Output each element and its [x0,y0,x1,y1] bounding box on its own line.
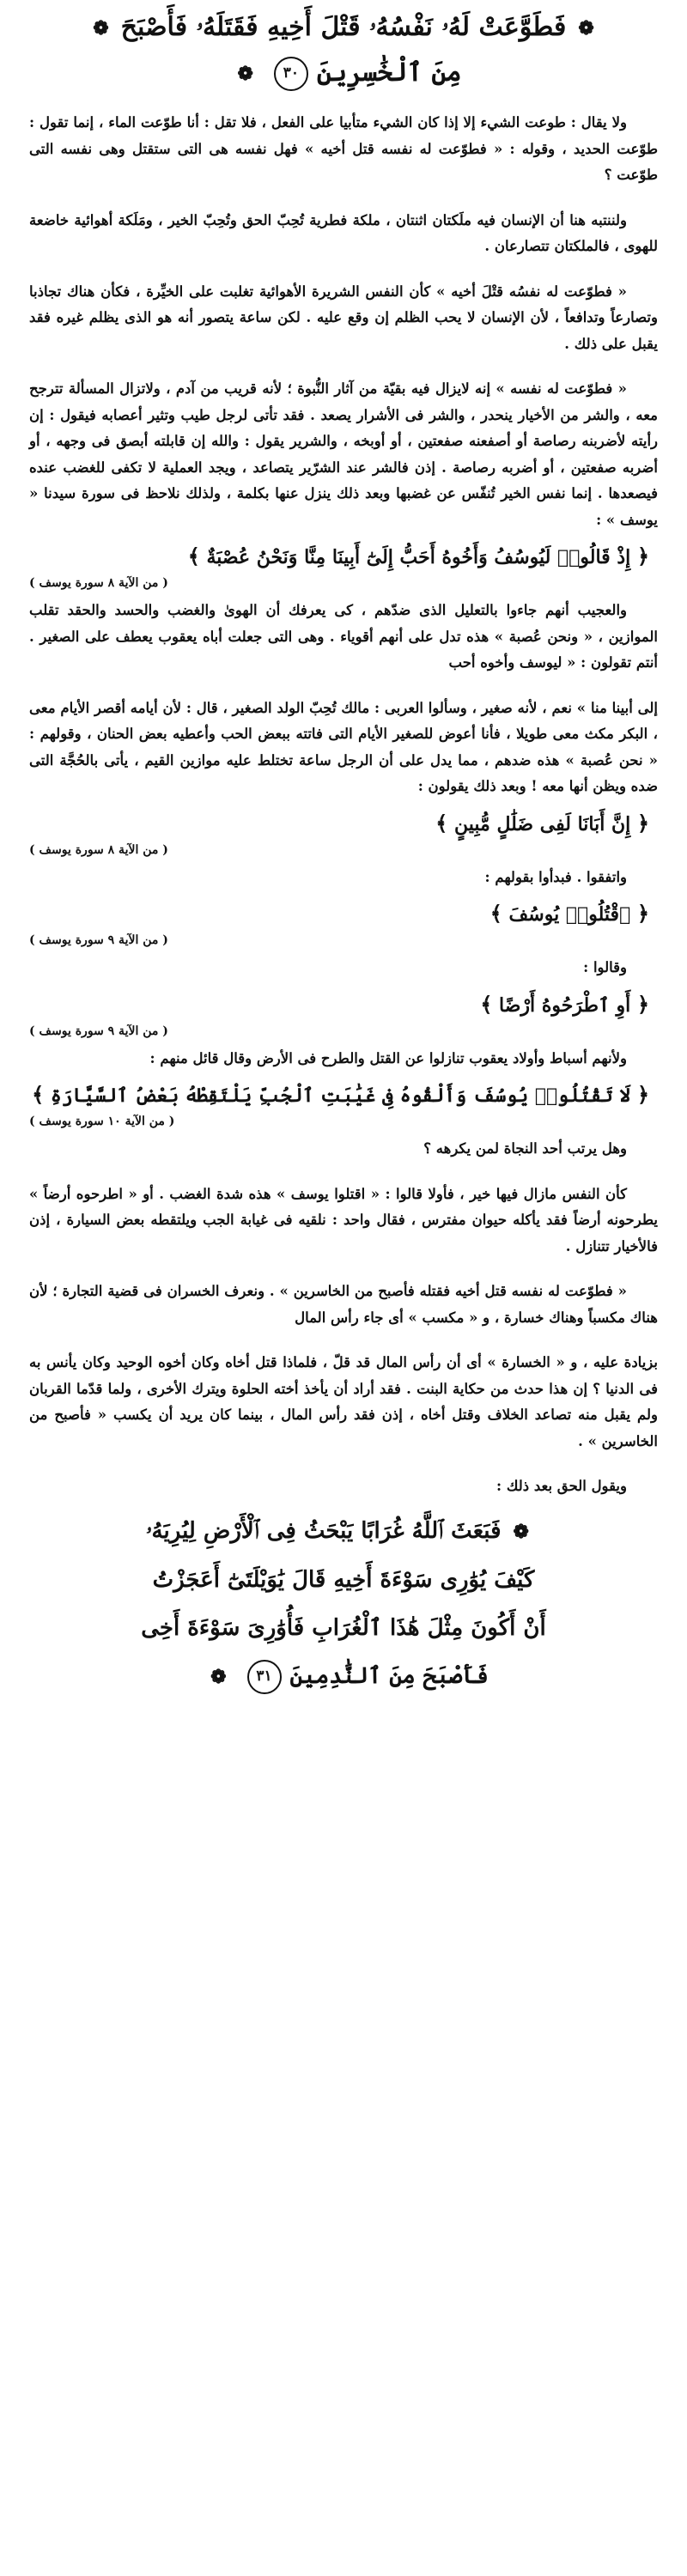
final-verse-line-4: فَأَصْبَحَ مِنَ ٱلنَّٰدِمِينَ [289,1662,489,1689]
bracket-icon: ﴿ [636,991,649,1017]
bracket-icon: ﴿ [636,1082,649,1107]
bracket-icon: ﴾ [489,901,502,926]
paragraph: واتفقوا . فبدأوا بقولهم : [484,868,627,885]
paragraph: بزيادة عليه ، و « الخسارة » أى أن رأس المال قد قلّ ، فلماذا قتل أخاه وكان أخوه الوحيد وكان يأنس به فى الدنيا ؟ إن هذا حدث من حكاية البنت . فقد أراد أن يأخذ أخته الحلوة ويترك الأخرى ، ولما قدّما القربان ولم يقبل منه تصاعد الخلاف وقتل أخاه ، إذن فقد رأس المال ، بينما كان يريد أن يكسب « فأصبح من الخاسرين » . [29,1354,658,1449]
paragraph: ويقول الحق بعد ذلك : [495,1478,627,1494]
paragraph: وهل يرتب أحد النجاة لمن يكرهه ؟ [423,1140,627,1157]
quote-reference: ( من الآية ٨ سورة يوسف ) [29,842,168,857]
paragraph: « فطوّعت له نفسه قتل أخيه فقتله فأصبح من الخاسرين » . ونعرف الخسران فى قضية التجارة ؛ لأن هناك مكسباً وهناك خسارة ، و « مكسب » أى جاء رأس المال [29,1283,658,1326]
quote-reference: ( من الآية ٩ سورة يوسف ) [29,1024,168,1038]
quote-text: إِذْ قَالُوا۟ لَيُوسُفُ وَأَخُوهُ أَحَبُّ إِلَىٰٓ أَبِينَا مِنَّا وَنَحْنُ عُصْبَةٌ [206,546,631,568]
bracket-icon: ﴾ [435,810,448,835]
final-verse-line-1: فَبَعَثَ ٱللَّهُ غُرَابًا يَبْحَثُ فِى ٱلْأَرْضِ لِيُرِيَهُۥ [146,1517,502,1544]
ornament-icon: ❁ [237,63,253,85]
quote-reference: ( من الآية ٩ سورة يوسف ) [29,933,168,947]
bracket-icon: ﴿ [636,810,649,835]
paragraph: ولا يقال : طوعت الشيء إلا إذا كان الشيء متأبيا على الفعل ، فلا تقل : أنا طوّعت الماء ، إنما تقول : طوّعت الحديد ، وقوله : « فطوّعت له نفسه قتل أخيه » فهل نفسه هى التى ستقتل وهى نفسه التى طوّعت ؟ [29,114,658,183]
quran-quote [29,899,658,929]
verse-line-2: مِنَ ٱلْخَٰسِرِينَ [316,58,462,88]
quote-reference: ( من الآية ٨ سورة يوسف ) [29,576,168,590]
ornament-icon: ❁ [210,1665,227,1688]
quran-quote [29,990,658,1020]
paragraph: كأن النفس مازال فيها خير ، فأولا قالوا : « اقتلوا يوسف » هذه شدة الغضب . أو « اطرحوه أرضاً » يطرحونه أرضاً فقد يأكله حيوان مفترس ، فقال واحد : نلقيه فى غيابة الجب ويلتقطه بعض السيارة ، إذن فالأخيار تتنازل . [29,1185,658,1255]
quote-reference: ( من الآية ١٠ سورة يوسف ) [29,1115,175,1128]
final-verse-line-3: أَنْ أَكُونَ مِثْلَ هَٰذَا ٱلْغُرَابِ فَأُوَٰرِىَ سَوْءَةَ أَخِى [141,1614,546,1641]
bracket-icon: ﴾ [32,1082,45,1107]
quote-text: ٱقْتُلُوا۟ يُوسُفَ [508,903,631,926]
ornament-icon: ❁ [513,1520,529,1543]
final-verse-line-2: كَيْفَ يُوَٰرِى سَوْءَةَ أَخِيهِ قَالَ يَٰوَيْلَتَىٰٓ أَعَجَزْتُ [152,1566,535,1593]
quran-quote [29,809,658,839]
paragraph: ولننتبه هنا أن الإنسان فيه ملَكتان اثنتان ، ملكة فطرية تُحِبّ الحق وتُحِبّ الخير ، ومَلَكة أهوائية خاضعة للهوى ، فالملكتان تتصارعان . [29,211,658,254]
final-verse [29,1507,658,1701]
paragraph: وقالوا : [583,959,627,975]
verse-number-badge: ٣١ [247,1660,282,1694]
verse-header [29,0,658,96]
quote-text: أَوِ ٱطْرَحُوهُ أَرْضًا [499,993,631,1017]
paragraph: إلى أبينا منا » نعم ، لأنه صغير ، وسألوا العربى : مالك تُحِبّ الولد الصغير ، قال : لأن أيامه أقصر الأيام معى ، البكر مكث معى طويلا ، فأنا أعوض للصغير الأيام التى فاتته ببعض الحب وأعطيه بعض الحنان ، وقولهم : « نحن عُصبة » هذه ضدهم ، مما يدل على أن الرجل ساعة تختلط عليه موازين القيم ، يأتى بالحُجَّة التى ضده ويظن أنها معه ! وبعد ذلك يقولون : [29,699,658,794]
bracket-icon: ﴾ [480,991,493,1017]
bracket-icon: ﴿ [636,544,649,568]
ornament-icon: ❁ [578,17,594,39]
bracket-icon: ﴿ [636,901,649,926]
paragraph: « فطوّعت له نفسه » إنه لايزال فيه بقيّة من آثار النُّبوة ؛ لأنه قريب من آدم ، ولاتزال المسألة تترجح معه ، والشر من الأخيار ينحدر ، والشر فى الأشرار يصعد . فقد تأتى لرجل طيب وتثير أعصابه فيقول : إن رأيته لأضربنه رصاصة أو أصفعنه صفعتين ، أو أوبخه ، والشرير يقول : والله إن قابلته أبصق فى وجهه ، أو أضربه صفعتين ، أو أضربه رصاصة . إذن فالشر عند الشرّير يتصاعد ، ويجد العملية لا تكفى للغضب عنده فيصعدها . إنما نفس الخير تُنفّس عن غضبها وبعد ذلك ينزل عنها بكلمة ، ولذلك نلاحظ فى سورة سيدنا « يوسف » : [29,380,658,528]
paragraph: ولأنهم أسباط وأولاد يعقوب تنازلوا عن القتل والطرح فى الأرض وقال قائل منهم : [149,1049,627,1066]
quote-text: إِنَّ أَبَانَا لَفِى ضَلَٰلٍ مُّبِينٍ [453,812,631,835]
paragraph: « فطوّعت له نفسُه قتْلَ أخيه » كأن النفس الشريرة الأهوائية تغلبت على الخيِّرة ، فكأن هناك تجاذبا وتصارعاً وتدافعاً ، لأن الإنسان لا يحب الظلم إن وقع عليه . لكن ساعة يتصور أنه هو الذى يظلم غيره فقد يقبل على ذلك . [29,283,658,352]
quran-quote [29,542,658,572]
quote-text: لَا تَقْتُلُوا۟ يُوسُفَ وَأَلْقُوهُ فِى غَيَٰبَتِ ٱلْجُبِّ يَلْتَقِطْهُ بَعْضُ ٱلسَّيَّارَةِ [50,1084,631,1107]
bracket-icon: ﴾ [187,544,200,568]
ornament-icon: ❁ [93,17,109,39]
quran-quote [29,1080,658,1110]
verse-number-badge: ٣٠ [274,57,308,91]
paragraph: والعجيب أنهم جاءوا بالتعليل الذى ضدّهم ، كى يعرفك أن الهوىٰ والغضب والحسد والحقد تقلب الموازين ، « ونحن عُصبة » هذه تدل على أنهم أقوياء . وهى التى جعلت أباه يعقوب يعطف على الصغير . أنتم تقولون : « ليوسف وأخوه أحب [29,602,658,671]
verse-line-1: فَطَوَّعَتْ لَهُۥ نَفْسُهُۥ قَتْلَ أَخِيهِ فَقَتَلَهُۥ فَأَصْبَحَ [120,12,567,42]
